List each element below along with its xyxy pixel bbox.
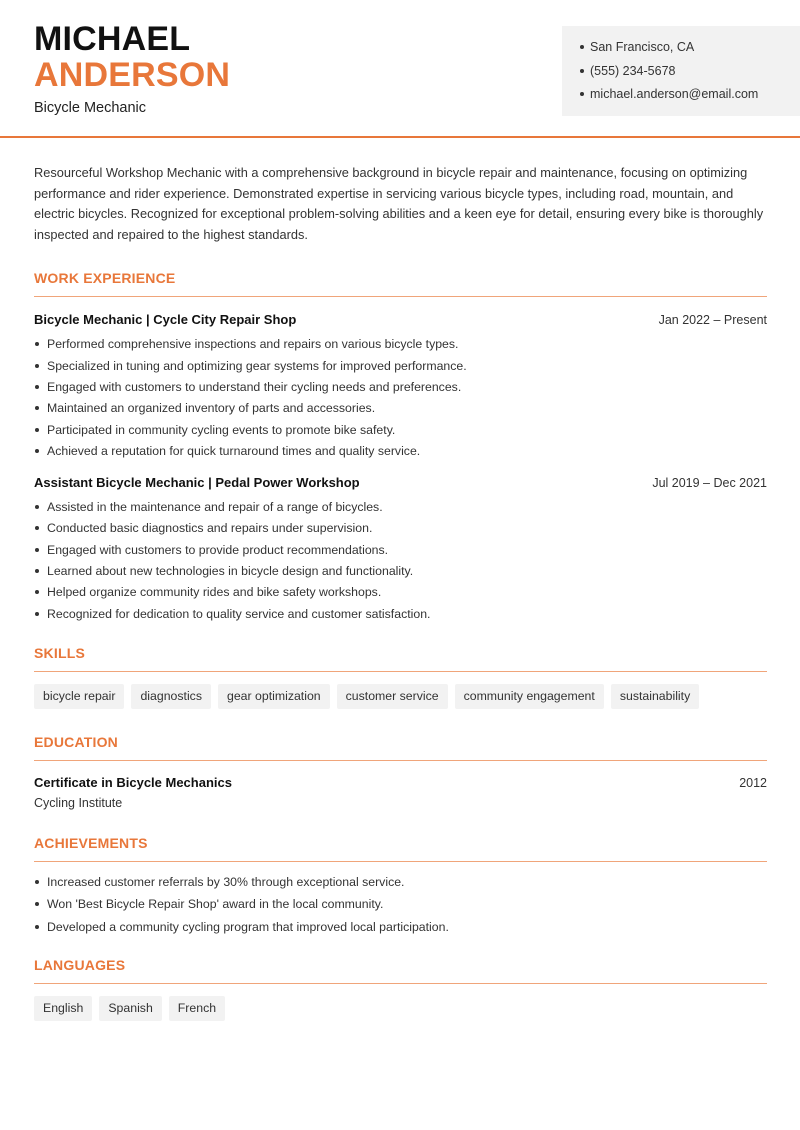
list-item: Performed comprehensive inspections and repairs on various bicycle types.	[34, 336, 767, 357]
job-entry	[34, 475, 767, 627]
section-title-skills: SKILLS	[34, 645, 767, 672]
contact-box	[562, 26, 800, 116]
resume-header	[0, 0, 800, 138]
list-item: Won 'Best Bicycle Repair Shop' award in the local community.	[34, 896, 767, 919]
list-item: Maintained an organized inventory of parts and accessories.	[34, 400, 767, 421]
job-header	[34, 475, 767, 490]
list-item: Achieved a reputation for quick turnaround times and quality service.	[34, 443, 767, 464]
first-name: MICHAEL	[34, 20, 191, 58]
language-tag: French	[169, 996, 225, 1021]
job-bullets	[34, 336, 767, 464]
job-role: Bicycle Mechanic | Cycle City Repair Shop	[34, 312, 297, 328]
list-item: Helped organize community rides and bike safety workshops.	[34, 584, 767, 605]
skill-tag: customer service	[337, 684, 448, 709]
skills-tags	[34, 684, 767, 709]
section-title-education: EDUCATION	[34, 734, 767, 761]
languages-section	[34, 957, 767, 1021]
list-item: Increased customer referrals by 30% through exceptional service.	[34, 874, 767, 897]
summary: Resourceful Workshop Mechanic with a comprehensive background in bicycle repair and maintenance, focusing on optimizing performance and rider experience. Demonstrated expertise in servicing various bicycle types, including road, mountain, and electric bicycles. Recognized for exceptional problem-solving abilities and a keen eye for detail, ensuring every bike is thoroughly inspected and repaired to the highest standards.	[34, 165, 764, 242]
job-bullets	[34, 499, 767, 627]
list-item: Recognized for dedication to quality service and customer satisfaction.	[34, 606, 767, 627]
job-entry	[34, 312, 767, 464]
job-role: Assistant Bicycle Mechanic | Pedal Power Workshop	[34, 475, 360, 491]
list-item: Participated in community cycling events to promote bike safety.	[34, 422, 767, 443]
section-title-languages: LANGUAGES	[34, 957, 767, 984]
last-name: ANDERSON	[34, 56, 231, 94]
list-item: Developed a community cycling program that improved local participation.	[34, 919, 767, 942]
achievements-list	[34, 874, 767, 942]
skills-section	[34, 645, 767, 709]
education-section	[34, 734, 767, 810]
experience-section	[34, 270, 767, 627]
candidate-name	[34, 22, 230, 92]
list-item: Engaged with customers to understand their cycling needs and preferences.	[34, 379, 767, 400]
contact-email: michael.anderson@email.com	[580, 86, 800, 110]
job-header	[34, 312, 767, 327]
section-title-achievements: ACHIEVEMENTS	[34, 835, 767, 862]
list-item: Assisted in the maintenance and repair of a range of bicycles.	[34, 499, 767, 520]
skill-tag: community engagement	[455, 684, 604, 709]
resume-body	[34, 163, 767, 1021]
achievements-section	[34, 835, 767, 942]
skill-tag: gear optimization	[218, 684, 330, 709]
job-title: Bicycle Mechanic	[34, 100, 147, 116]
education-year: 2012	[739, 775, 767, 790]
contact-phone: (555) 234-5678	[580, 63, 800, 87]
education-school: Cycling Institute	[34, 795, 123, 810]
list-item: Learned about new technologies in bicycle design and functionality.	[34, 563, 767, 584]
list-item: Conducted basic diagnostics and repairs under supervision.	[34, 520, 767, 541]
job-date: Jul 2019 – Dec 2021	[652, 476, 767, 491]
language-tag: English	[34, 996, 92, 1021]
section-title-experience: WORK EXPERIENCE	[34, 270, 767, 297]
list-item: Specialized in tuning and optimizing gear systems for improved performance.	[34, 358, 767, 379]
language-tag: Spanish	[99, 996, 161, 1021]
contact-list	[580, 39, 800, 110]
skill-tag: bicycle repair	[34, 684, 124, 709]
skill-tag: sustainability	[611, 684, 699, 709]
education-header	[34, 775, 767, 790]
skill-tag: diagnostics	[131, 684, 211, 709]
list-item: Engaged with customers to provide product recommendations.	[34, 542, 767, 563]
education-degree: Certificate in Bicycle Mechanics	[34, 774, 232, 790]
languages-tags	[34, 996, 767, 1021]
job-date: Jan 2022 – Present	[658, 313, 767, 328]
contact-location: San Francisco, CA	[580, 39, 800, 63]
